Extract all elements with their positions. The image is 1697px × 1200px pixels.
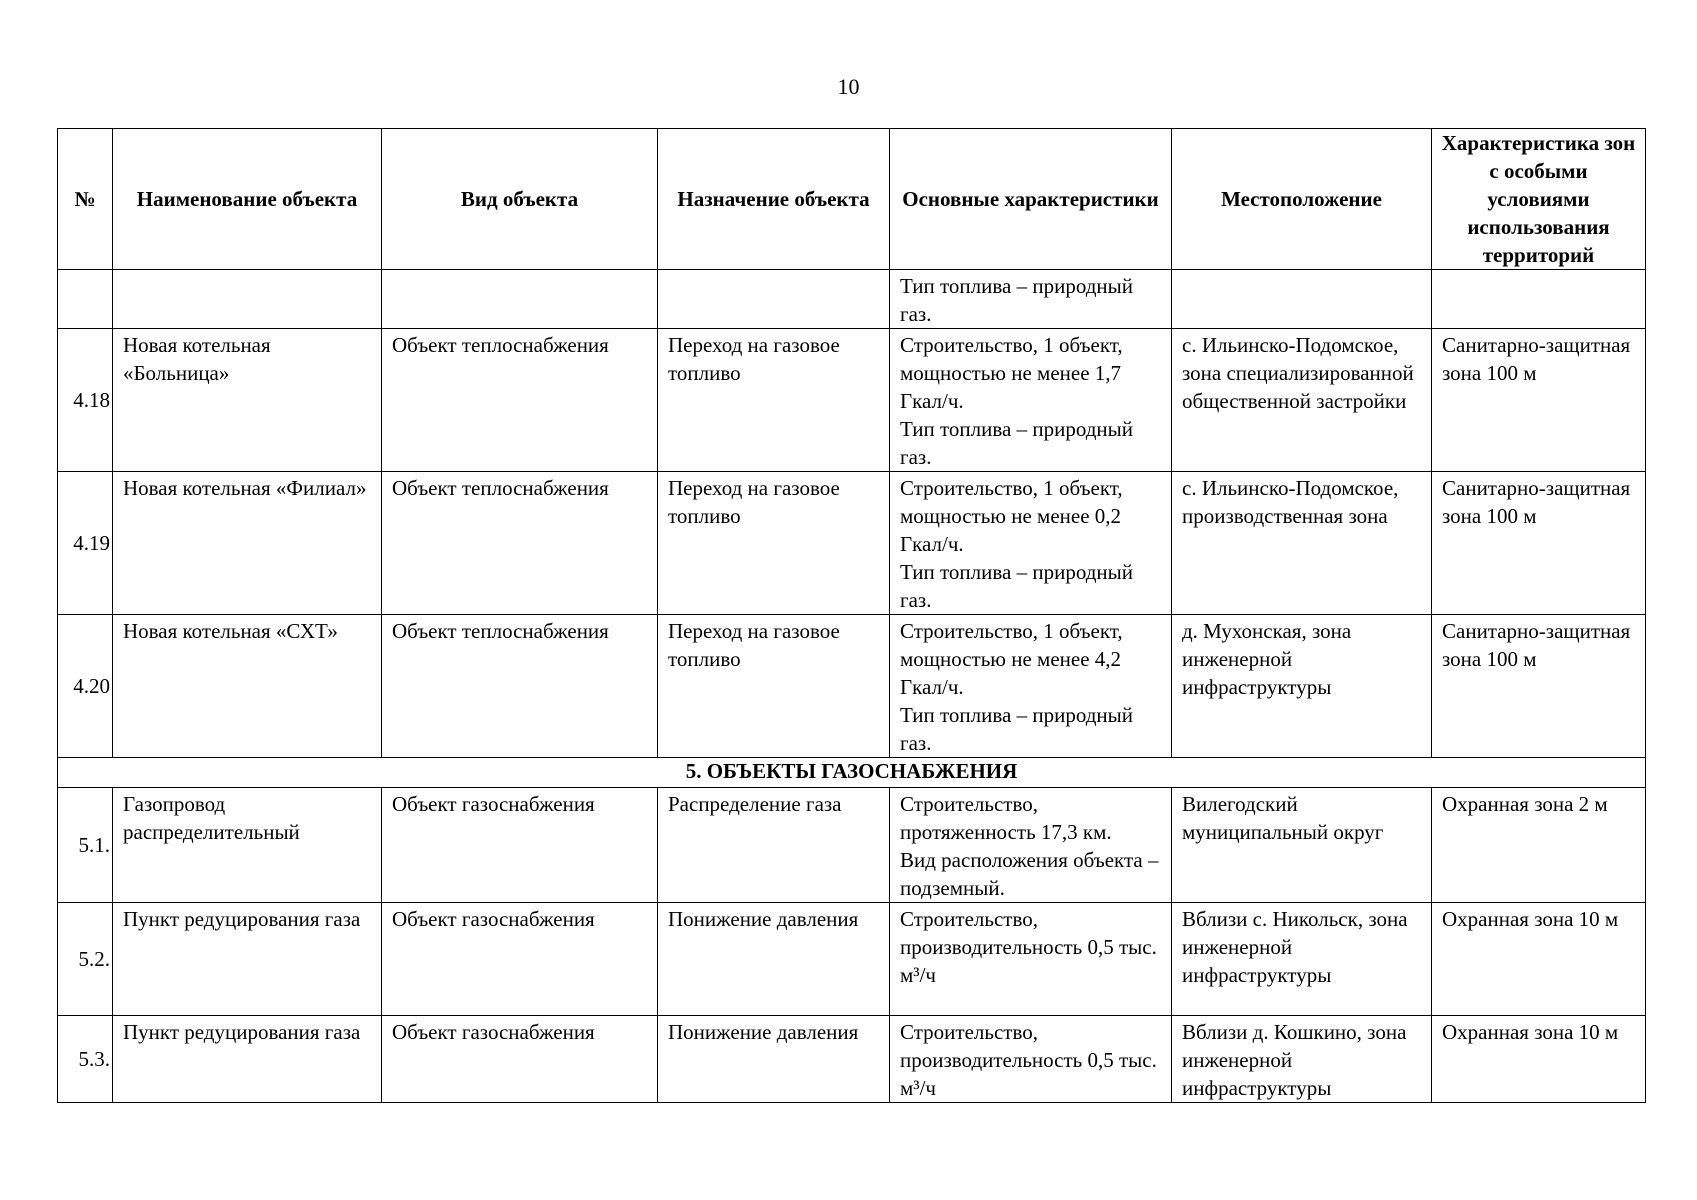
- header-purpose: Назначение объекта: [658, 129, 890, 270]
- section-row: [58, 758, 1646, 788]
- row-num: 4.20: [58, 615, 113, 758]
- header-type: Вид объекта: [382, 129, 658, 270]
- object-name: Новая котельная «Филиал»: [113, 472, 382, 615]
- object-location: с. Ильинско-Подомское, производственная зона: [1172, 472, 1432, 615]
- row-num: 5.1.: [58, 788, 113, 903]
- characteristics-line: Строительство, 1 объект, мощностью не менее 4,2 Гкал/ч.: [900, 619, 1123, 699]
- object-name: Пункт редуцирования газа: [113, 1016, 382, 1103]
- table-header-row: [58, 129, 1646, 270]
- object-purpose: Переход на газовое топливо: [658, 472, 890, 615]
- row-num: [58, 270, 113, 329]
- object-type: Объект газоснабжения: [382, 903, 658, 1016]
- object-location: д. Мухонская, зона инженерной инфраструктуры: [1172, 615, 1432, 758]
- characteristics-line: Строительство, 1 объект, мощностью не менее 1,7 Гкал/ч.: [900, 333, 1123, 413]
- header-zones: Характеристика зон с особыми условиями использования территорий: [1432, 129, 1646, 270]
- object-name: [113, 270, 382, 329]
- object-characteristics: Тип топлива – природный газ.: [890, 270, 1172, 329]
- object-purpose: Понижение давления: [658, 1016, 890, 1103]
- characteristics-line: Строительство, 1 объект, мощностью не менее 0,2 Гкал/ч.: [900, 476, 1123, 556]
- object-type: Объект теплоснабжения: [382, 472, 658, 615]
- row-num: 4.18: [58, 329, 113, 472]
- object-purpose: Переход на газовое топливо: [658, 329, 890, 472]
- table-row: [58, 788, 1646, 903]
- characteristics-line: Тип топлива – природный газ.: [900, 703, 1133, 755]
- characteristics-line: Тип топлива – природный газ.: [900, 417, 1133, 469]
- characteristics-line: Тип топлива – природный газ.: [900, 560, 1133, 612]
- object-name: Новая котельная «Больница»: [113, 329, 382, 472]
- object-name: Пункт редуцирования газа: [113, 903, 382, 1016]
- object-location: Вблизи с. Никольск, зона инженерной инфраструктуры: [1172, 903, 1432, 1016]
- object-location: Вилегодский муниципальный округ: [1172, 788, 1432, 903]
- object-characteristics: [890, 788, 1172, 903]
- object-characteristics: [890, 472, 1172, 615]
- page-number: 10: [837, 74, 860, 99]
- object-purpose: Распределение газа: [658, 788, 890, 903]
- object-characteristics: Строительство, производительность 0,5 тыс. м³/ч: [890, 1016, 1172, 1103]
- object-name: Газопровод распределительный: [113, 788, 382, 903]
- object-characteristics: Строительство, производительность 0,5 тыс. м³/ч: [890, 903, 1172, 1016]
- object-purpose: Переход на газовое топливо: [658, 615, 890, 758]
- table-row: [58, 472, 1646, 615]
- objects-table: [57, 128, 1646, 1103]
- object-zones: Санитарно-защитная зона 100 м: [1432, 472, 1646, 615]
- object-zones: Санитарно-защитная зона 100 м: [1432, 615, 1646, 758]
- characteristics-line: Строительство, протяженность 17,3 км.: [900, 792, 1112, 844]
- table-row: [58, 329, 1646, 472]
- object-zones: Охранная зона 10 м: [1432, 903, 1646, 1016]
- object-zones: [1432, 270, 1646, 329]
- table-row: [58, 903, 1646, 1016]
- object-type: Объект газоснабжения: [382, 788, 658, 903]
- object-location: Вблизи д. Кошкино, зона инженерной инфраструктуры: [1172, 1016, 1432, 1103]
- object-purpose: [658, 270, 890, 329]
- header-characteristics: Основные характеристики: [890, 129, 1172, 270]
- section-heading: 5. ОБЪЕКТЫ ГАЗОСНАБЖЕНИЯ: [58, 758, 1646, 788]
- object-zones: Охранная зона 10 м: [1432, 1016, 1646, 1103]
- object-zones: Охранная зона 2 м: [1432, 788, 1646, 903]
- object-type: Объект теплоснабжения: [382, 329, 658, 472]
- header-location: Местоположение: [1172, 129, 1432, 270]
- header-name: Наименование объекта: [113, 129, 382, 270]
- object-characteristics: [890, 615, 1172, 758]
- object-name: Новая котельная «СХТ»: [113, 615, 382, 758]
- table-row: [58, 270, 1646, 329]
- header-num: №: [58, 129, 113, 270]
- characteristics-line: Вид расположения объекта – подземный.: [900, 848, 1159, 900]
- object-purpose: Понижение давления: [658, 903, 890, 1016]
- row-num: 5.2.: [58, 903, 113, 1016]
- object-characteristics: [890, 329, 1172, 472]
- object-location: [1172, 270, 1432, 329]
- row-num: 5.3.: [58, 1016, 113, 1103]
- object-location: с. Ильинско-Подомское, зона специализированной общественной застройки: [1172, 329, 1432, 472]
- object-type: Объект газоснабжения: [382, 1016, 658, 1103]
- object-type: Объект теплоснабжения: [382, 615, 658, 758]
- object-zones: Санитарно-защитная зона 100 м: [1432, 329, 1646, 472]
- table-row: [58, 1016, 1646, 1103]
- row-num: 4.19: [58, 472, 113, 615]
- table-row: [58, 615, 1646, 758]
- object-type: [382, 270, 658, 329]
